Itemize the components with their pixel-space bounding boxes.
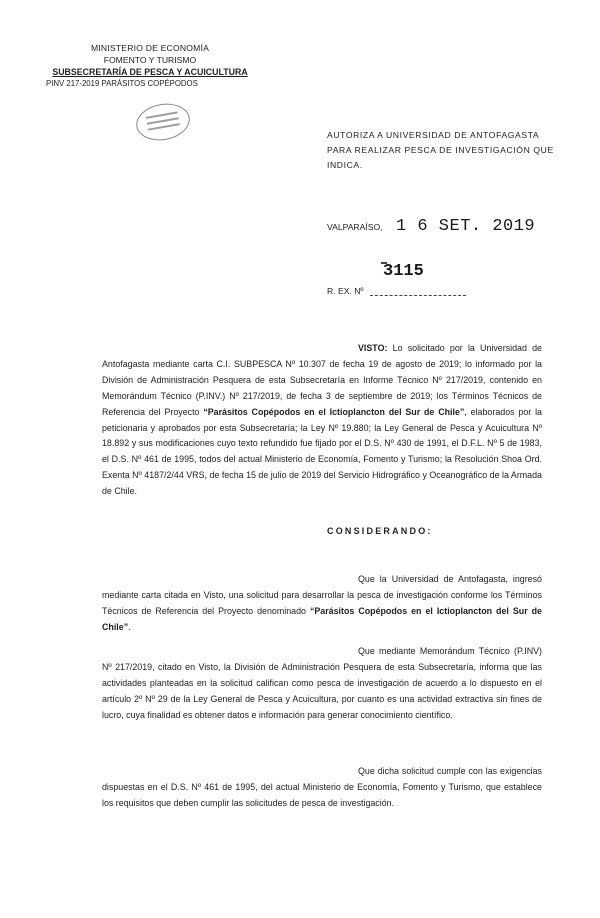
considerando-heading: CONSIDERANDO: [327,526,433,536]
visto-label: VISTO: [358,343,388,353]
number-underline [370,295,466,296]
visto-text-a: Lo solicitado por la Universidad de Antofagasta mediante carta C.I. SUBPESCA Nº 10.307 de fecha 19 de agosto de 2019; lo informado por la División de Administración Pesquera de esta Subsecretaría en Informe Técnico Nº 217/2019, contenido en Memorándum Técnico (P.INV.) Nº 217/2019, de fecha 3 de septiembre de 2019; los Términos Técnicos de Referencia del Proyecto [102,343,542,417]
considerando-paragraph-1 [102,572,542,636]
reference-code: PINV 217-2019 PARÁSITOS COPÉPODOS [46,79,198,88]
p1-text-b: . [128,621,131,632]
resolution-number: 3115 [383,262,424,281]
visto-text-b: , elaborados por la peticionaria y aprobados por esta Subsecretaría; la Ley Nº 19.880; la Ley General de Pesca y Acuicultura Nº 18.892 y sus modificaciones cuyo texto refundido fue fijado por el D.S. Nº 430 de 1991, el D.F.L. Nº 5 de 1983, el D.S. Nº 461 de 1995, todos del actual Ministerio de Economía, Fomento y Turismo; la Resolución Shoa Ord. Exenta Nº 4187/2/44 VRS, de fecha 15 de julio de 2019 del Servicio Hidrográfico y Oceanográfico de la Armada de Chile. [102,406,542,497]
resolution-date: 1 6 SET. 2019 [396,217,536,236]
p1-text-a: Que la Universidad de Antofagasta, ingresó mediante carta citada en Visto, una solicitud para desarrollar la pesca de investigación conforme los Términos Técnicos de Referencia del Proyecto denominado [102,574,542,616]
considerando-paragraph-3: Que dicha solicitud cumple con las exigencias dispuestas en el D.S. Nº 461 de 1995, del actual Ministerio de Economía, Fomento y Turismo, que establece los requisitos que deben cumplir las solicitudes de pesca de investigación. [102,766,542,808]
visto-paragraph [102,341,542,500]
p1-project: “Parásitos Copépodos en el Ictioplancton del Sur de Chile” [102,605,542,632]
ministry-name: MINISTERIO DE ECONOMÍA [90,43,210,53]
visto-project: “Parásitos Copépodos en el Ictioplancton del Sur de Chile” [203,406,465,417]
resolution-title: AUTORIZA A UNIVERSIDAD DE ANTOFAGASTA PARA REALIZAR PESCA DE INVESTIGACIÓN QUE INDICA. [327,130,554,170]
subsecretary-name: SUBSECRETARÍA DE PESCA Y ACUICULTURA [52,67,248,77]
place-label: VALPARAÍSO, [327,222,383,232]
considerando-paragraph-2: Que mediante Memorándum Técnico (P.INV) Nº 217/2019, citado en Visto, la División de Administración Pesquera de esta Subsecretaría, informa que las actividades planteadas en la solicitud califican como pesca de investigación de acuerdo a lo dispuesto en el artículo 2º Nº 29 de la Ley General de Pesca y Acuicultura, por cuanto es una actividad extractiva sin fines de lucro, cuya finalidad es obtener datos e información para generar conocimiento científico. [102,646,542,720]
resolution-label: R. EX. Nº [327,286,364,296]
ministry-name-line2: FOMENTO Y TURISMO [103,55,197,65]
official-stamp [133,100,192,145]
letterhead [40,42,260,90]
